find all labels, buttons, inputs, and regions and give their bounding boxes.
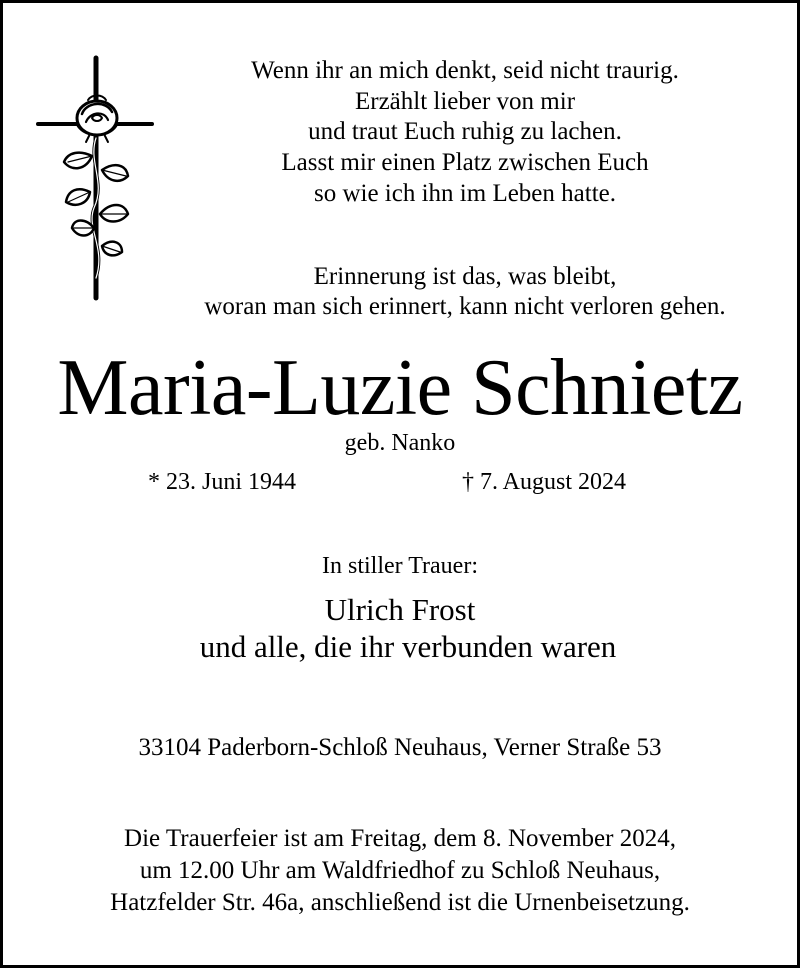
- maiden-name: geb. Nanko: [344, 430, 456, 456]
- poem-line: Erzählt lieber von mir: [354, 88, 576, 115]
- quote-line: woran man sich erinnert, kann nicht verloren gehen.: [204, 293, 726, 320]
- poem-line: und traut Euch ruhig zu lachen.: [308, 118, 622, 145]
- poem-line: so wie ich ihn im Leben hatte.: [313, 180, 616, 207]
- funeral-line: Hatzfelder Str. 46a, anschließend ist die Urnenbeisetzung.: [110, 889, 690, 916]
- poem-line: Lasst mir einen Platz zwischen Euch: [281, 149, 649, 176]
- death-date: † 7. August 2024: [462, 469, 627, 495]
- mourning-intro: In stiller Trauer:: [322, 553, 478, 579]
- mourner-name: Ulrich Frost: [324, 592, 476, 627]
- mourner-group: und alle, die ihr verbunden waren: [199, 629, 617, 664]
- deceased-name: Maria-Luzie Schnietz: [57, 344, 743, 432]
- funeral-line: Die Trauerfeier ist am Freitag, dem 8. November 2024,: [124, 825, 676, 852]
- funeral-line: um 12.00 Uhr am Waldfriedhof zu Schloß Neuhaus,: [139, 857, 661, 884]
- birth-date: * 23. Juni 1944: [148, 469, 297, 495]
- quote-line: Erinnerung ist das, was bleibt,: [313, 263, 617, 290]
- address: 33104 Paderborn-Schloß Neuhaus, Verner Straße 53: [138, 734, 662, 761]
- poem-line: Wenn ihr an mich denkt, seid nicht traurig.: [251, 57, 679, 84]
